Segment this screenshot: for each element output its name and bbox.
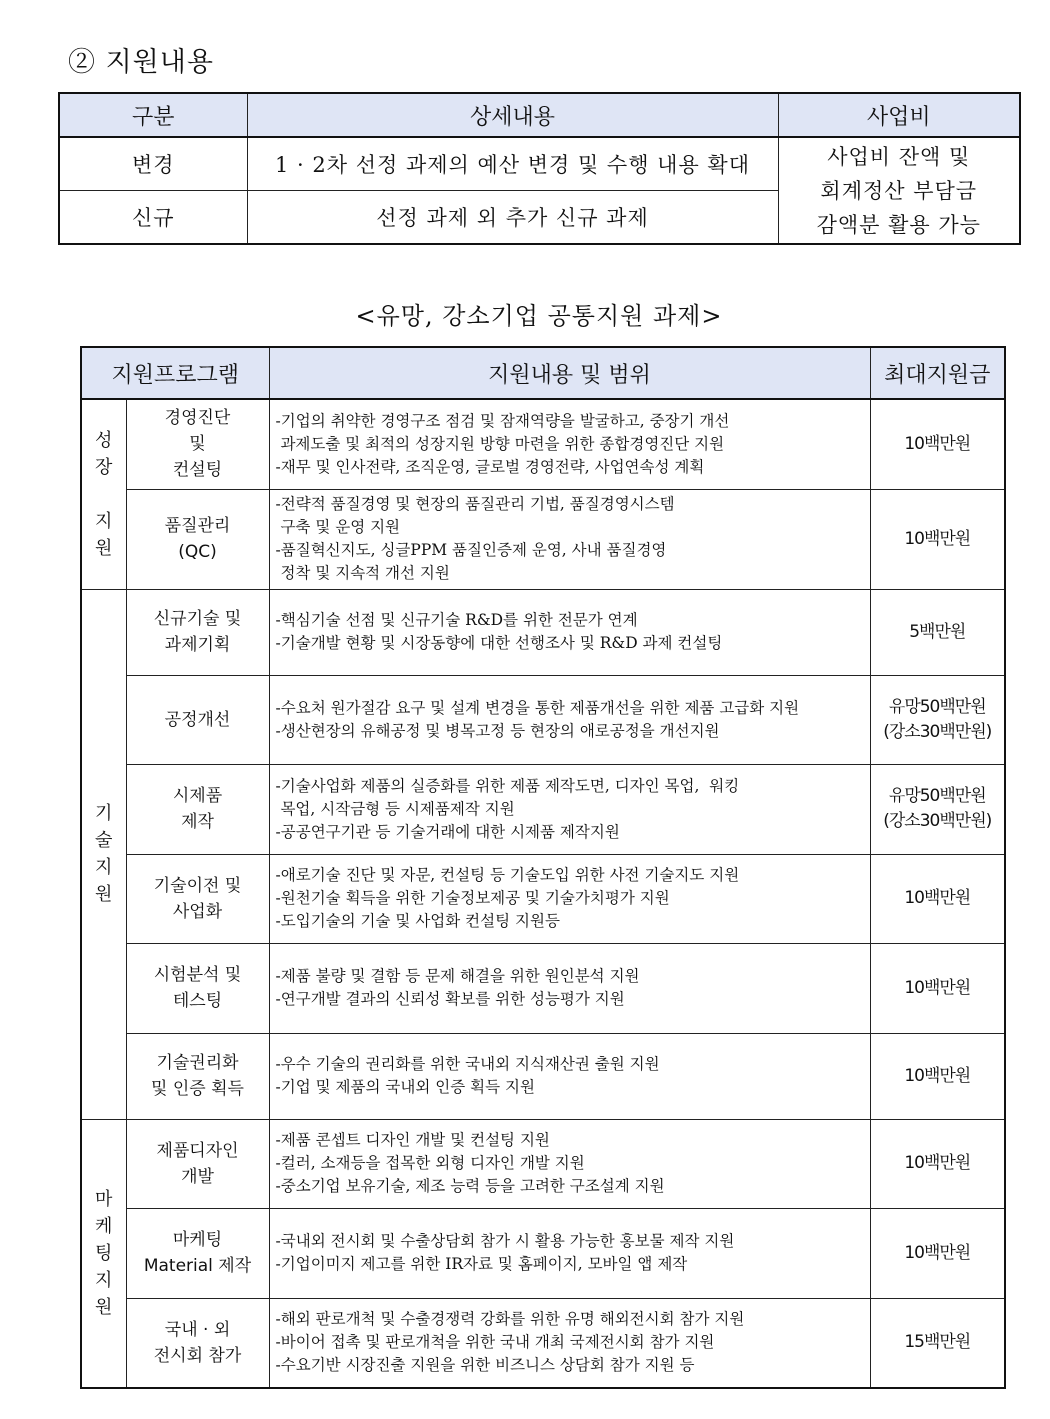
detail-line: -컬러, 소재등을 접목한 외형 디자인 개발 지원 (275, 1154, 585, 1172)
detail-line: -수요기반 시장진출 지원을 위한 비즈니스 상담회 참가 지원 등 (275, 1356, 695, 1375)
program-line: 및 (189, 434, 206, 455)
program-name (126, 589, 269, 675)
amount-line: 10백만원 (904, 433, 971, 454)
program-detail (269, 675, 870, 764)
detail-line: -연구개발 결과의 신뢰성 확보를 위한 성능평가 지원 (275, 990, 625, 1008)
program-name (126, 943, 269, 1033)
max-amount (870, 764, 1005, 854)
program-name (126, 764, 269, 854)
table-row (81, 1033, 1005, 1119)
row-detail: 1 · 2차 선정 과제의 예산 변경 및 수행 내용 확대 (247, 137, 778, 191)
program-line: 기술권리화 (156, 1053, 239, 1073)
row-type: 변경 (59, 137, 247, 191)
program-name (126, 854, 269, 943)
program-detail (269, 1208, 870, 1298)
program-name (126, 399, 269, 489)
program-line: 개발 (181, 1166, 214, 1187)
category-char: 지 (95, 510, 113, 532)
detail-line: -애로기술 진단 및 자문, 컨설팅 등 기술도입 위한 사전 기술지도 지원 (275, 866, 740, 884)
program-line: 및 인증 획득 (151, 1079, 244, 1099)
program-line: Material 제작 (143, 1256, 252, 1276)
max-amount (870, 489, 1005, 589)
detail-line: -제품 불량 및 결함 등 문제 해결을 위한 원인분석 지원 (275, 967, 640, 985)
detail-line: -기업 및 제품의 국내외 인증 획득 지원 (275, 1078, 535, 1096)
program-line: 컨설팅 (172, 460, 223, 481)
category-char: 마 (95, 1188, 113, 1210)
max-amount (870, 675, 1005, 764)
header-detail: 상세내용 (247, 93, 778, 137)
amount-line: 10백만원 (904, 977, 971, 998)
fee-line: 사업비 잔액 및 (827, 144, 971, 169)
category-cell (81, 399, 126, 589)
program-detail (269, 489, 870, 589)
program-line: 과제기획 (164, 635, 231, 655)
detail-line: -국내외 전시회 및 수출상담회 참가 시 활용 가능한 홍보물 제작 지원 (275, 1232, 735, 1250)
program-detail (269, 1298, 870, 1388)
program-name (126, 1119, 269, 1208)
amount-line: 10백만원 (904, 528, 971, 549)
program-line: 기술이전 및 (153, 875, 242, 896)
program-line: 국내 · 외 (164, 1319, 231, 1340)
table-row (59, 137, 1020, 191)
table-row (81, 854, 1005, 943)
detail-line: -해외 판로개척 및 수출경쟁력 강화를 위한 유명 해외전시회 참가 지원 (275, 1310, 745, 1329)
table-row (81, 489, 1005, 589)
program-name (126, 1298, 269, 1388)
amount-line: 10백만원 (904, 1065, 971, 1086)
category-char: 성 (95, 429, 113, 451)
support-program-table (80, 346, 1006, 1389)
program-name (126, 1208, 269, 1298)
max-amount (870, 589, 1005, 675)
detail-line: -공공연구기관 등 기술거래에 대한 시제품 제작지원 (275, 822, 620, 841)
detail-line: -재무 및 인사전략, 조직운영, 글로벌 경영전략, 사업연속성 계획 (275, 457, 705, 476)
program-name (126, 675, 269, 764)
fee-line: 감액분 활용 가능 (816, 212, 981, 237)
detail-line: 과제도출 및 최적의 성장지원 방향 마련을 위한 종합경영진단 지원 (275, 434, 725, 453)
detail-line: 구축 및 운영 지원 (275, 518, 401, 536)
category-char: 원 (95, 884, 113, 905)
detail-line: -생산현장의 유해공정 및 병목고정 등 현장의 애로공정을 개선지원 (275, 721, 720, 740)
detail-line: -기업의 취약한 경영구조 점검 및 잠재역량을 발굴하고, 중장기 개선 (275, 411, 730, 430)
table-row (81, 399, 1005, 489)
table-row (81, 764, 1005, 854)
detail-line: -핵심기술 선점 및 신규기술 R&D를 위한 전문가 연계 (275, 611, 638, 629)
fee-line: 회계정산 부담금 (820, 178, 978, 203)
amount-line: 유망50백만원 (888, 786, 986, 806)
amount-line: (강소30백만원) (883, 811, 992, 831)
max-amount (870, 1119, 1005, 1208)
program-line: 신규기술 및 (153, 609, 242, 629)
amount-line: 15백만원 (904, 1332, 971, 1353)
detail-line: 정착 및 지속적 개선 지원 (275, 564, 450, 582)
detail-line: -중소기업 보유기술, 제조 능력 등을 고려한 구조설계 지원 (275, 1177, 665, 1195)
table-caption: <유망, 강소기업 공통지원 과제> (355, 302, 723, 330)
program-detail (269, 943, 870, 1033)
row-detail: 선정 과제 외 추가 신규 과제 (247, 191, 778, 245)
program-line: 경영진단 (164, 408, 231, 429)
program-line: 사업화 (172, 901, 223, 922)
category-char: 기 (95, 803, 113, 824)
section-heading: ② 지원내용 (68, 47, 214, 78)
detail-line: 목업, 시작금형 등 시제품제작 지원 (275, 799, 515, 818)
amount-line: 10백만원 (904, 1153, 971, 1173)
category-char: 지 (95, 1269, 113, 1291)
program-name (126, 489, 269, 589)
table-row (81, 675, 1005, 764)
category-char: 원 (95, 537, 113, 559)
detail-line: -품질혁신지도, 싱글PPM 품질인증제 운영, 사내 품질경영 (275, 541, 667, 559)
row-type: 신규 (59, 191, 247, 245)
max-amount (870, 399, 1005, 489)
detail-line: -기술사업화 제품의 실증화를 위한 제품 제작도면, 디자인 목업, 워킹 (275, 776, 740, 795)
detail-line: -원천기술 획득을 위한 기술정보제공 및 기술가치평가 지원 (275, 889, 670, 907)
table-row (81, 1208, 1005, 1298)
program-line: 제품디자인 (156, 1140, 239, 1161)
table-row (81, 1119, 1005, 1208)
category-cell (81, 589, 126, 1119)
table-row (81, 943, 1005, 1033)
fee-cell (778, 137, 1020, 244)
category-cell (81, 1119, 126, 1388)
amount-line: 유망50백만원 (888, 696, 986, 717)
program-line: 제작 (181, 812, 214, 832)
max-amount (870, 1033, 1005, 1119)
program-detail (269, 1119, 870, 1208)
program-line: 공정개선 (164, 709, 231, 730)
category-char: 술 (95, 830, 113, 851)
table-row (81, 589, 1005, 675)
detail-line: -기업이미지 제고를 위한 IR자료 및 홈페이지, 모바일 앱 제작 (275, 1255, 688, 1273)
amount-line: 10백만원 (904, 1242, 971, 1263)
detail-line: -제품 콘셉트 디자인 개발 및 컨설팅 지원 (275, 1131, 550, 1149)
detail-line: -바이어 접촉 및 판로개척을 위한 국내 개최 국제전시회 참가 지원 (275, 1333, 715, 1352)
category-char: 지 (95, 857, 113, 878)
detail-line: -우수 기술의 권리화를 위한 국내외 지식재산권 출원 지원 (275, 1055, 660, 1073)
max-amount (870, 854, 1005, 943)
program-line: 품질관리 (164, 516, 231, 536)
detail-line: -수요처 원가절감 요구 및 설계 변경을 통한 제품개선을 위한 제품 고급화 지원 (275, 698, 800, 717)
budget-table (58, 92, 1021, 245)
support-table-header (81, 347, 1005, 399)
program-name (126, 1033, 269, 1119)
budget-table-header (59, 93, 1020, 137)
program-detail (269, 1033, 870, 1119)
program-line: 시제품 (172, 786, 223, 806)
amount-line: (강소30백만원) (883, 721, 992, 742)
program-line: 마케팅 (172, 1230, 223, 1250)
header-program: 지원프로그램 (81, 347, 269, 399)
table-row (81, 1298, 1005, 1388)
header-fee: 사업비 (778, 93, 1020, 137)
program-detail (269, 764, 870, 854)
category-char (82, 481, 126, 508)
category-char: 케 (95, 1215, 113, 1237)
category-char: 장 (95, 456, 113, 478)
header-type: 구분 (59, 93, 247, 137)
program-detail (269, 589, 870, 675)
program-line: 테스팅 (172, 991, 223, 1011)
detail-line: -기술개발 현황 및 시장동향에 대한 선행조사 및 R&D 과제 컨설팅 (275, 634, 723, 652)
header-scope: 지원내용 및 범위 (269, 347, 870, 399)
detail-line: -도입기술의 기술 및 사업화 컨설팅 지원등 (275, 912, 560, 930)
header-max-amount: 최대지원금 (870, 347, 1005, 399)
category-char: 원 (95, 1296, 113, 1318)
max-amount (870, 1298, 1005, 1388)
program-line: (QC) (178, 542, 217, 562)
max-amount (870, 943, 1005, 1033)
program-line: 시험분석 및 (153, 965, 242, 985)
program-line: 전시회 참가 (153, 1345, 242, 1366)
amount-line: 5백만원 (909, 621, 966, 642)
program-detail (269, 399, 870, 489)
max-amount (870, 1208, 1005, 1298)
program-detail (269, 854, 870, 943)
category-char: 팅 (95, 1242, 113, 1264)
amount-line: 10백만원 (904, 888, 971, 908)
detail-line: -전략적 품질경영 및 현장의 품질관리 기법, 품질경영시스템 (275, 495, 675, 513)
